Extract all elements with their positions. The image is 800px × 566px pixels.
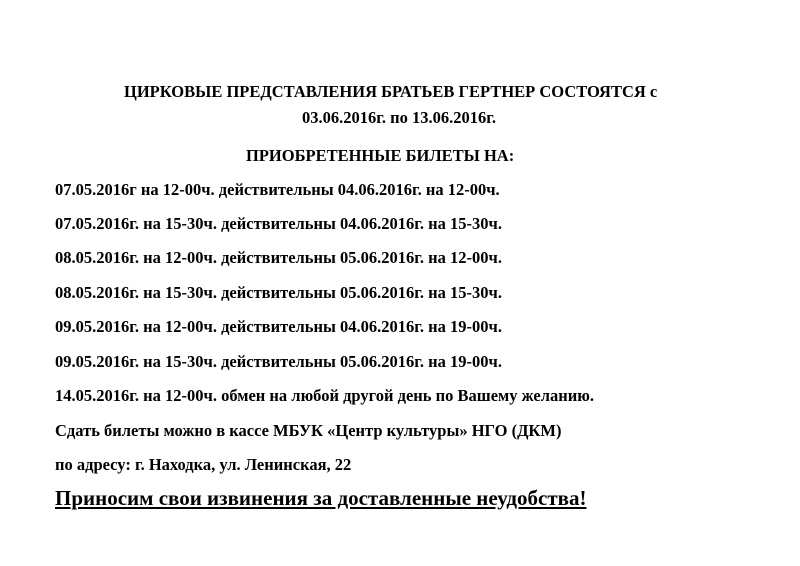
- ticket-row: 09.05.2016г. на 15-30ч. действительны 05.06.2016г. на 19-00ч.: [55, 352, 502, 371]
- ticket-row: 08.05.2016г. на 12-00ч. действительны 05.06.2016г. на 12-00ч.: [55, 248, 502, 267]
- address: по адресу: г. Находка, ул. Ленинская, 22: [55, 455, 352, 474]
- apology-message: Приносим свои извинения за доставленные неудобства!: [55, 486, 587, 510]
- ticket-row: 07.05.2016г. на 15-30ч. действительны 04.06.2016г. на 15-30ч.: [55, 214, 502, 233]
- title-line-2: 03.06.2016г. по 13.06.2016г.: [302, 108, 497, 127]
- title-line-1: ЦИРКОВЫЕ ПРЕДСТАВЛЕНИЯ БРАТЬЕВ ГЕРТНЕР СОСТОЯТСЯ с: [124, 82, 658, 101]
- return-info: Сдать билеты можно в кассе МБУК «Центр культуры» НГО (ДКМ): [55, 421, 562, 440]
- tickets-heading: ПРИОБРЕТЕННЫЕ БИЛЕТЫ НА:: [246, 146, 515, 165]
- ticket-row: 14.05.2016г. на 12-00ч. обмен на любой другой день по Вашему желанию.: [55, 386, 594, 405]
- ticket-row: 08.05.2016г. на 15-30ч. действительны 05.06.2016г. на 15-30ч.: [55, 283, 502, 302]
- ticket-row: 09.05.2016г. на 12-00ч. действительны 04.06.2016г. на 19-00ч.: [55, 317, 502, 336]
- ticket-row: 07.05.2016г на 12-00ч. действительны 04.06.2016г. на 12-00ч.: [55, 180, 500, 199]
